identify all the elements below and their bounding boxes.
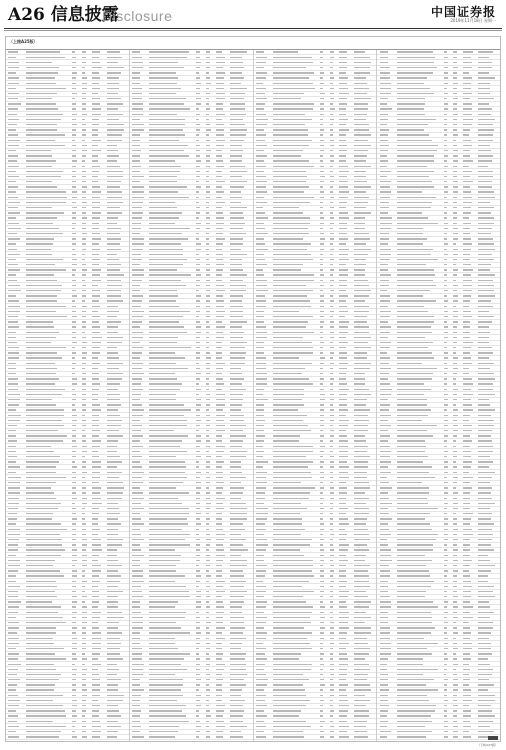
- continued-from-label: （上接A25版）: [9, 39, 38, 44]
- masthead-rule-thin: [4, 30, 502, 31]
- section-title: A26 信息披露: [8, 5, 119, 25]
- table-column: [376, 50, 500, 741]
- table-row: [377, 740, 500, 741]
- table-row: [254, 740, 377, 741]
- table-row: [130, 740, 253, 741]
- masthead: [4, 0, 502, 24]
- table-row: [6, 740, 129, 741]
- table-column: [129, 50, 253, 741]
- masthead-rule: [4, 28, 502, 29]
- section-subtitle: Disclosure: [102, 8, 173, 24]
- qr-code-icon: [488, 736, 498, 740]
- table-columns: [6, 50, 500, 741]
- issue-date: 2019年11月18日 星期一: [450, 18, 496, 23]
- continued-to-label: （下转A27版）: [477, 743, 498, 747]
- table-column: [253, 50, 377, 741]
- newspaper-logo: 中国证券报: [430, 5, 496, 19]
- disclosure-table: [5, 36, 501, 742]
- table-column: [6, 50, 129, 741]
